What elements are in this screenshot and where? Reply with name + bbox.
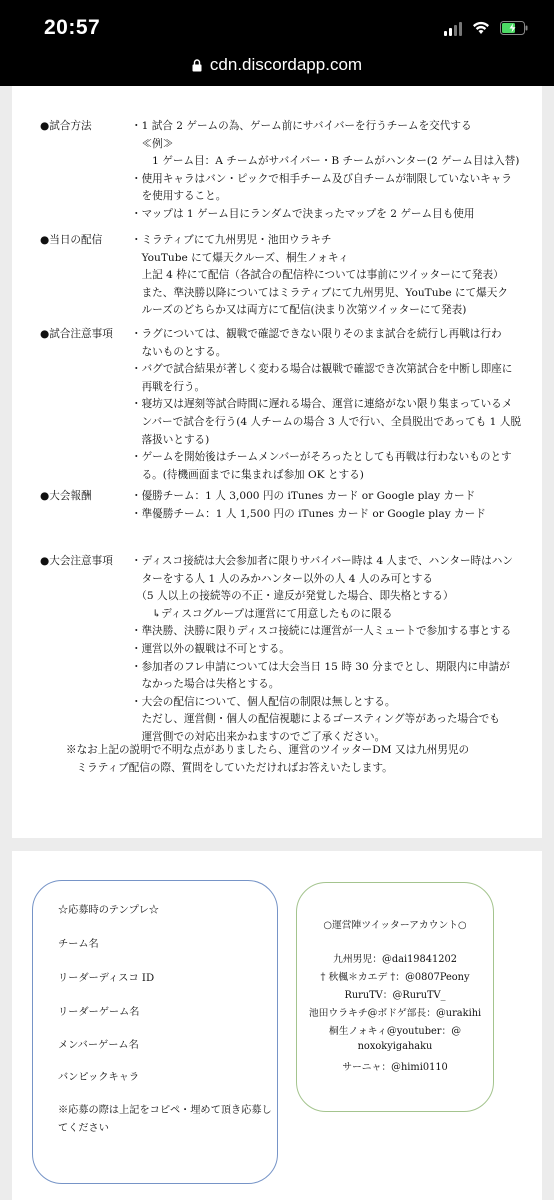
section-title: ●当日の配信 <box>40 234 103 246</box>
section-line: なかった場合は失格とする。 <box>131 678 280 691</box>
staff-accounts-box <box>296 882 494 1112</box>
section-title: ●大会注意事項 <box>40 555 113 567</box>
section-title: ●試合注意事項 <box>40 328 113 340</box>
section-line: 運営側での対応出来かねますのでご了承ください。 <box>131 730 386 743</box>
url-bar[interactable] <box>0 52 554 78</box>
account-line: 池田ウラキチ@ボドゲ部長：@urakihi <box>308 1008 482 1019</box>
section-line: ・バグで試合結果が著しく変わる場合は観戦で確認でき次第試合を中断し即座に <box>131 363 513 376</box>
section-line: を使用すること。 <box>131 190 227 203</box>
note-line: ミラティブ配信の際、質問をしていただければお答えいたします。 <box>66 761 393 774</box>
section-line: る。(待機画面までに集まれば参加 OK とする) <box>131 468 364 481</box>
section-line: 落扱いとする) <box>131 433 210 446</box>
section-line: ・参加者のフレ申請については大会当日 15 時 30 分までとし、期限内に申請が <box>131 660 510 673</box>
section-line: ンバーで試合を行う(4 人チームの場合 3 人で行い、全員脱出であっても 1 人脱 <box>131 415 521 428</box>
section-line: ないものとする。 <box>131 345 227 358</box>
accounts-title: ○運営陣ツイッターアカウント○ <box>323 920 467 931</box>
section-line: ・準決勝、決勝に限りディスコ接続には運営が一人ミュートで参加する事とする <box>131 625 512 638</box>
wifi-icon <box>472 21 490 35</box>
section-line: （5 人以上の接続等の不正・違反が発覚した場合、即失格とする） <box>131 590 454 603</box>
section-line: ・1 試合 2 ゲームの為、ゲーム前にサバイバーを行うチームを交代する <box>131 120 472 132</box>
section-title: ●試合方法 <box>40 120 92 132</box>
section-line: ・マップは 1 ゲーム目にランダムで決まったマップを 2 ゲーム目も使用 <box>131 207 475 220</box>
status-icons <box>444 20 528 36</box>
field-leader-discord-id: リーダーディスコ ID <box>58 973 155 984</box>
section-line: ・ゲームを開始後はチームメンバーがそろったとしても再戦は行わないものとす <box>131 451 512 464</box>
field-member-game-names: メンバーゲーム名 <box>58 1040 139 1051</box>
section-line: また、準決勝以降についてはミラティブにて九州男児、YouTube にて爆天ク <box>131 286 508 299</box>
section-line: 上記 4 枠にて配信（各試合の配信枠については事前にツイッターにて発表） <box>131 269 504 282</box>
battery-icon <box>500 21 528 35</box>
section-line: 再戦を行う。 <box>131 380 206 393</box>
section-line: ただし、運営側・個人の配信視聴によるゴースティング等があった場合でも <box>131 713 500 726</box>
clock: 20:57 <box>44 16 101 39</box>
section-line: ・ディスコ接続は大会参加者に限りサバイバー時は 4 人まで、ハンター時はハン <box>131 555 513 567</box>
template-footer-line: ※応募の際は上記をコピペ・埋めて頂き応募し <box>58 1105 272 1116</box>
template-footer-line: てください <box>58 1123 109 1134</box>
section-line: ・ミラティブにて九州男児・池田ウラキチ <box>131 234 332 246</box>
account-line: † 秋楓＊カエデ †：@0807Peony <box>320 972 470 983</box>
account-line: noxokyigahaku <box>357 1041 433 1052</box>
status-bar <box>0 0 554 86</box>
field-team-name: チーム名 <box>58 939 99 950</box>
lock-icon <box>192 59 202 72</box>
section-line: ルーズのどちらか又は両方にて配信(決まり次第ツイッターにて発表) <box>131 304 467 317</box>
account-line: サーニャ：@himi0110 <box>342 1062 448 1073</box>
note-line: ※なお上記の説明で不明な点がありましたら、運営のツイッターDM 又は九州男児の <box>66 744 470 756</box>
section-line: 1 ゲーム目：A チームがサバイバー・B チームがハンター(2 ゲーム目は入替) <box>131 155 520 168</box>
account-line: 九州男児：@dai19841202 <box>333 954 457 965</box>
application-template-box <box>32 880 278 1184</box>
field-ban-pick-characters: バンピックキャラ <box>58 1072 140 1083</box>
section-line: ・寝坊又は遅刻等試合時間に遅れる場合、運営に連絡がない限り集まっているメ <box>131 398 513 411</box>
section-line: ターをする人 1 人のみかハンター以外の人 4 人のみ可とする <box>131 572 433 585</box>
section-line: ・大会の配信について、個人配信の制限は無しとする。 <box>131 695 396 708</box>
section-line: YouTube にて爆天クルーズ、桐生ノォキィ <box>131 251 349 264</box>
template-title: ☆応募時のテンプレ☆ <box>58 905 159 916</box>
document-page <box>12 86 542 838</box>
section-line: ↳ディスコグループは運営にて用意したものに限る <box>131 607 393 620</box>
account-line: RuruTV：@RuruTV_ <box>344 990 446 1001</box>
section-line: ・優勝チーム：1 人 3,000 円の iTunes カード or Google play カード <box>131 490 476 502</box>
section-line: ・使用キャラはバン・ピックで相手チーム及び自チームが制限していないキャラ <box>131 172 512 185</box>
field-leader-game-name: リーダーゲーム名 <box>58 1007 140 1018</box>
section-line: ・運営以外の観戦は不可とする。 <box>131 642 290 655</box>
contact-note <box>66 742 506 777</box>
document-viewer[interactable] <box>0 86 554 1200</box>
account-line: 桐生ノォキィ@youtuber：@ <box>328 1026 462 1037</box>
section-line: ≪例≫ <box>131 137 174 150</box>
signal-icon <box>444 20 462 36</box>
section-title: ●大会報酬 <box>40 490 92 502</box>
section-line: ・準優勝チーム：1 人 1,500 円の iTunes カード or Google play カード <box>131 507 486 520</box>
section-line: ・ラグについては、観戦で確認できない限りそのまま試合を続行し再戦は行わ <box>131 328 502 340</box>
url-text: cdn.discordapp.com <box>209 55 363 74</box>
